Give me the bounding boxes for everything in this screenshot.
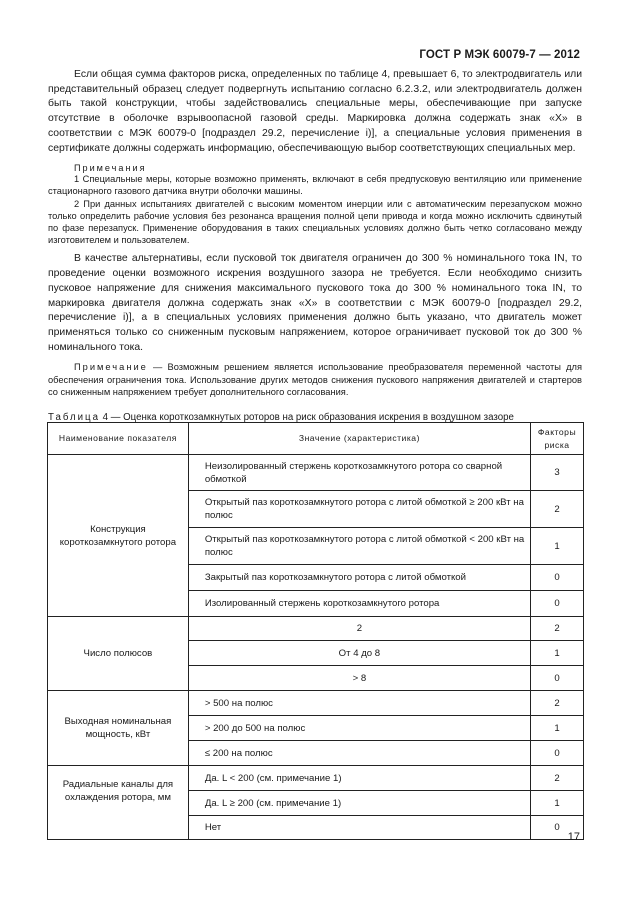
note-1: 1 Специальные меры, которые возможно применять, включают в себя предпусковую вентиляцию или применение стационарного газового датчика внутри оболочки машины.	[48, 174, 582, 197]
page-number: 17	[567, 831, 580, 843]
group-name-power: Выходная номинальная мощность, кВт	[48, 691, 189, 766]
notes-heading: Примечания	[74, 163, 147, 174]
header-value: Значение (характеристика)	[188, 423, 530, 455]
group-name-cooling: Радиальные каналы для охлаждения ротора, мм	[48, 766, 189, 840]
row-risk: 2	[531, 491, 584, 528]
header-indicator: Наименование показателя	[48, 423, 189, 455]
row-value: 2	[188, 617, 530, 641]
row-value: Открытый паз короткозамкнутого ротора с литой обмоткой ≥ 200 кВт на полюс	[188, 491, 530, 528]
table-row	[48, 691, 584, 716]
table-caption-text: 4 — Оценка короткозамкнутых роторов на риск образования искрения в воздушном зазоре	[99, 411, 514, 423]
row-risk: 2	[531, 691, 584, 716]
row-risk: 0	[531, 591, 584, 617]
table-caption-label: Таблица	[48, 411, 100, 423]
row-value: Нет	[188, 816, 530, 840]
table-row	[48, 617, 584, 641]
row-value: Да. L ≥ 200 (см. примечание 1)	[188, 791, 530, 816]
group-name-rotor-design: Конструкция короткозамкнутого ротора	[48, 455, 189, 617]
group-name-poles: Число полюсов	[48, 617, 189, 691]
row-risk: 0	[531, 741, 584, 766]
row-value: Да. L < 200 (см. примечание 1)	[188, 766, 530, 791]
note-3-text: — Возможным решением является использование преобразователя переменной частоты для обеспечения ограничения тока. Использование других методов снижения пускового напряжения двигателей и стартеров со сниженным напряжением требует дополнительного согласования.	[48, 362, 582, 397]
row-value: > 500 на полюс	[188, 691, 530, 716]
table-row	[48, 455, 584, 491]
note-3	[48, 361, 582, 398]
row-value: ≤ 200 на полюс	[188, 741, 530, 766]
table-row	[48, 766, 584, 791]
row-risk: 1	[531, 791, 584, 816]
row-value: Открытый паз короткозамкнутого ротора с литой обмоткой < 200 кВт на полюс	[188, 528, 530, 565]
row-risk: 1	[531, 528, 584, 565]
body-text	[48, 68, 582, 423]
row-value: Закрытый паз короткозамкнутого ротора с литой обмоткой	[188, 565, 530, 591]
table-header-row	[48, 423, 584, 455]
row-risk: 2	[531, 617, 584, 641]
row-value: Неизолированный стержень короткозамкнутого ротора со сварной обмоткой	[188, 455, 530, 491]
row-risk: 0	[531, 666, 584, 691]
row-risk: 1	[531, 716, 584, 741]
risk-assessment-table	[47, 422, 584, 840]
document-header: ГОСТ Р МЭК 60079-7 — 2012	[419, 49, 580, 61]
row-risk: 1	[531, 641, 584, 666]
row-value: Изолированный стержень короткозамкнутого ротора	[188, 591, 530, 617]
note-2: 2 При данных испытаниях двигателей с высоким моментом инерции или с автоматическим перезапуском можно только определить рабочие условия без резонанса вращения полной цепи привода и когда можно исключить сдвинутый по фазе перезапуск. Применение оборудования в таких специальных условиях должно быть четко согласовано между изготовителем и пользователем.	[48, 198, 582, 246]
row-value: > 200 до 500 на полюс	[188, 716, 530, 741]
paragraph-risk-factors: Если общая сумма факторов риска, определенных по таблице 4, превышает 6, то электродвигатель или представительный образец следует подвергнуть испытанию согласно 6.2.3.2, или электродвигатель должен быть такой конструкции, чтобы задействовались специальные меры, обеспечивающие при запуске отсутствие в оболочке взрывоопасной газовой среды. Маркировка должна содержать знак «X» в соответствии с МЭК 60079-0 [подраздел 29.2, перечисление i)], а специальные условия применения в сертификате должны содержать информацию, обеспечивающую выбор соответствующих специальных мер.	[48, 69, 582, 154]
row-value: > 8	[188, 666, 530, 691]
row-value: От 4 до 8	[188, 641, 530, 666]
header-risk: Факторы риска	[531, 423, 584, 455]
note-3-label: Примечание	[74, 362, 148, 373]
paragraph-alternative: В качестве альтернативы, если пусковой ток двигателя ограничен до 300 % номинального тока IN, то проведение оценки возможного искрения воздушного зазора не требуется. Если необходимо снизить пусковое напряжение для снижения максимального пускового тока до 300 % номинального тока IN, то маркировка двигателя должна содержать знак «X» в соответствии с МЭК 60079-0 [подраздел 29.2, перечисление i)], а в специальных условиях применения должно быть указано, что двигатель может применяться только со сниженным пусковым напряжением, которое ограничивает пусковой ток до 300 % номинального тока.	[48, 253, 582, 353]
row-risk: 0	[531, 565, 584, 591]
row-risk: 3	[531, 455, 584, 491]
row-risk: 2	[531, 766, 584, 791]
row-risk: 0	[531, 816, 584, 840]
